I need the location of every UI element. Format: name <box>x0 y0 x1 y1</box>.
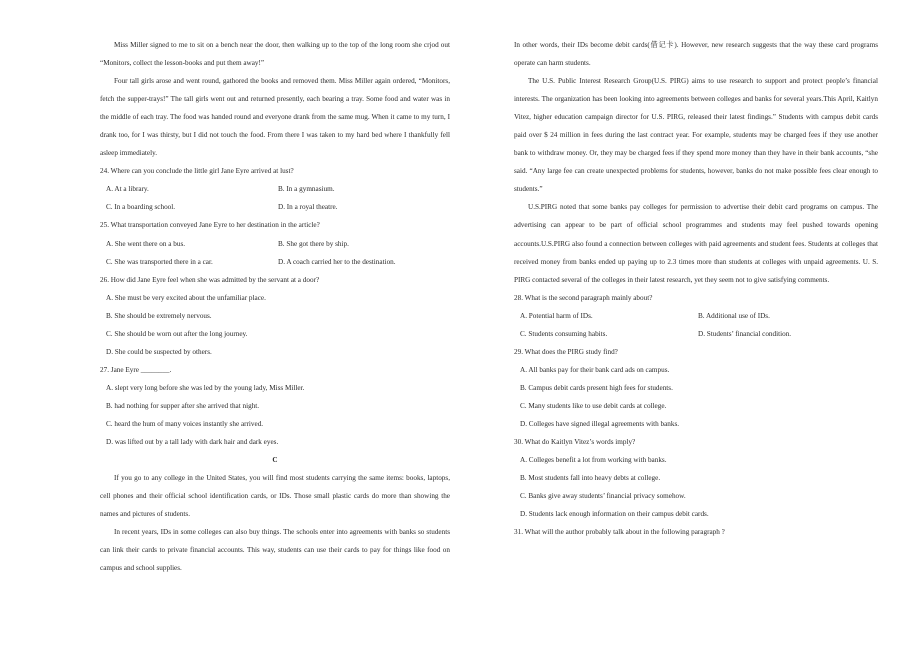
question-26: 26. How did Jane Eyre feel when she was admitted by the servant at a door? <box>100 275 320 284</box>
q28-option-b: B. Additional use of IDs. <box>698 311 770 320</box>
q25-option-b: B. She got there by ship. <box>278 239 349 248</box>
q30-option-a: A. Colleges benefit a lot from working with banks. <box>520 456 667 465</box>
q30-option-b: B. Most students fall into heavy debts at college. <box>520 474 661 483</box>
q25-options-cd <box>100 253 450 271</box>
question-24: 24. Where can you conclude the little girl Jane Eyre arrived at lust? <box>100 167 294 176</box>
question-27: 27. Jane Eyre ________. <box>100 365 172 374</box>
section-heading-c: C <box>272 456 278 465</box>
passage-paragraph: Four tall girls arose and went round, gathored the books and removed them. Miss Miller again ordered, “Monitors, fetch the supper-trays!” The tall girls went out and returned presently, each bearing a tray. Some food and water was in the middle of each tray. The food was handed round and everyone drank from the same mug. When it came to my turn, I drank too, for I was thirsty, but I did not touch the food. From there I was taken to my hard bed where I thankfully fell asleep immediately. <box>100 77 450 158</box>
q26-option-a: A. She must be very excited about the unfamiliar place. <box>106 293 266 302</box>
q30-option-d: D. Students lack enough information on their campus debit cards. <box>520 510 709 519</box>
passage-paragraph: The U.S. Public Interest Research Group(U.S. PIRG) aims to use research to support and protect people’s financial interests. The organization has been looking into agreements between colleges and banks for several years.This April, Kaitlyn Vitez, higher education campaign director for U.S. PIRG, released their latest findings.” Students with campus debit cards paid over $ 24 million in fees during the last contract year. For example, students may be charged fees if they use another bank to withdraw money. Or, they may be charged fees if they spend more money than they have in their bank accounts, “she said. “Any large fee can create unexpected problems for students, however, banks do not make possible fees clear enough to students.” <box>514 77 878 194</box>
passage-paragraph: Miss Miller signed to me to sit on a bench near the door, then walking up to the top of the long room she crjod out “Monitors, collect the lesson-books and put them away!” <box>100 41 450 68</box>
q24-option-a: A. At a library. <box>106 185 149 194</box>
q24-option-c: C. In a boarding school. <box>106 203 176 212</box>
q28-option-d: D. Students’ financial condition. <box>698 329 792 338</box>
question-30: 30. What do Kaitlyn Vitez’s words imply? <box>514 438 636 447</box>
question-25: 25. What transportation conveyed Jane Eyre to her destination in the article? <box>100 221 320 230</box>
passage-paragraph: In other words, their IDs become debit cards(借记卡). However, new research suggests that the way these card programs operate can harm students. <box>514 41 878 68</box>
q27-option-c: C. heard the hum of many voices instantly she arrived. <box>106 419 264 428</box>
q26-option-b: B. She should be extremely nervous. <box>106 311 212 320</box>
q27-option-d: D. was lifted out by a tall lady with dark hair and dark eyes. <box>106 438 279 447</box>
question-28: 28. What is the second paragraph mainly about? <box>514 293 653 302</box>
question-31: 31. What will the author probably talk about in the following paragraph ? <box>514 528 725 537</box>
q29-option-b: B. Campus debit cards present high fees for students. <box>520 383 673 392</box>
q27-option-a: A. slept very long before she was led by the young lady, Miss Miller. <box>106 383 305 392</box>
q27-option-b: B. had nothing for supper after she arrived that night. <box>106 401 260 410</box>
q24-option-b: B. In a gymnasium. <box>278 185 335 194</box>
q24-options-cd <box>100 198 450 216</box>
q25-option-c: C. She was transported there in a car. <box>106 257 213 266</box>
q29-option-d: D. Colleges have signed illegal agreements with banks. <box>520 419 680 428</box>
q26-option-d: D. She could be suspected by others. <box>106 347 212 356</box>
left-column <box>100 36 450 577</box>
q28-option-c: C. Students consuming habits. <box>520 329 608 338</box>
q24-option-d: D. In a royal theatre. <box>278 203 338 212</box>
passage-paragraph: U.S.PIRG noted that some banks pay colleges for permission to advertise their debit card programs on campus. The advertising can appear to be part of official school programmes and students may feel pushed towards opening accounts.U.S.PIRG also found a connection between colleges with paid agreements and student fees. Students at colleges that received money from banks ended up paying up to 2.3 times more than students at colleges with unpaid agreements. U. S. PIRG contacted several of the colleges in their latest research, yet they seem not to give satisfying comments. <box>514 203 878 284</box>
q25-option-d: D. A coach carried her to the destination. <box>278 257 396 266</box>
q25-options-ab <box>100 235 450 253</box>
passage-paragraph: In recent years, IDs in some colleges can also buy things. The schools enter into agreements with banks so students can link their cards to private financial accounts. This way, students can use their cards to pay for things like food on campus and school supplies. <box>100 528 450 573</box>
q24-options-ab <box>100 180 450 198</box>
right-column <box>514 36 878 541</box>
q29-option-a: A. All banks pay for their bank card ads on campus. <box>520 365 670 374</box>
q29-option-c: C. Many students like to use debit cards at college. <box>520 401 667 410</box>
q28-options-cd <box>514 325 878 343</box>
q28-option-a: A. Potential harm of IDs. <box>520 311 593 320</box>
q30-option-c: C. Banks give away students’ financial privacy somehow. <box>520 492 686 501</box>
q25-option-a: A. She went there on a bus. <box>106 239 186 248</box>
q26-option-c: C. She should be worn out after the long journey. <box>106 329 248 338</box>
question-29: 29. What does the PIRG study find? <box>514 347 618 356</box>
q28-options-ab <box>514 307 878 325</box>
passage-paragraph: If you go to any college in the United States, you will find most students carrying the same items: books, laptops, cell phones and their official school identification cards, or IDs. Those small plastic cards do more than showing the names and pictures of students. <box>100 474 450 519</box>
